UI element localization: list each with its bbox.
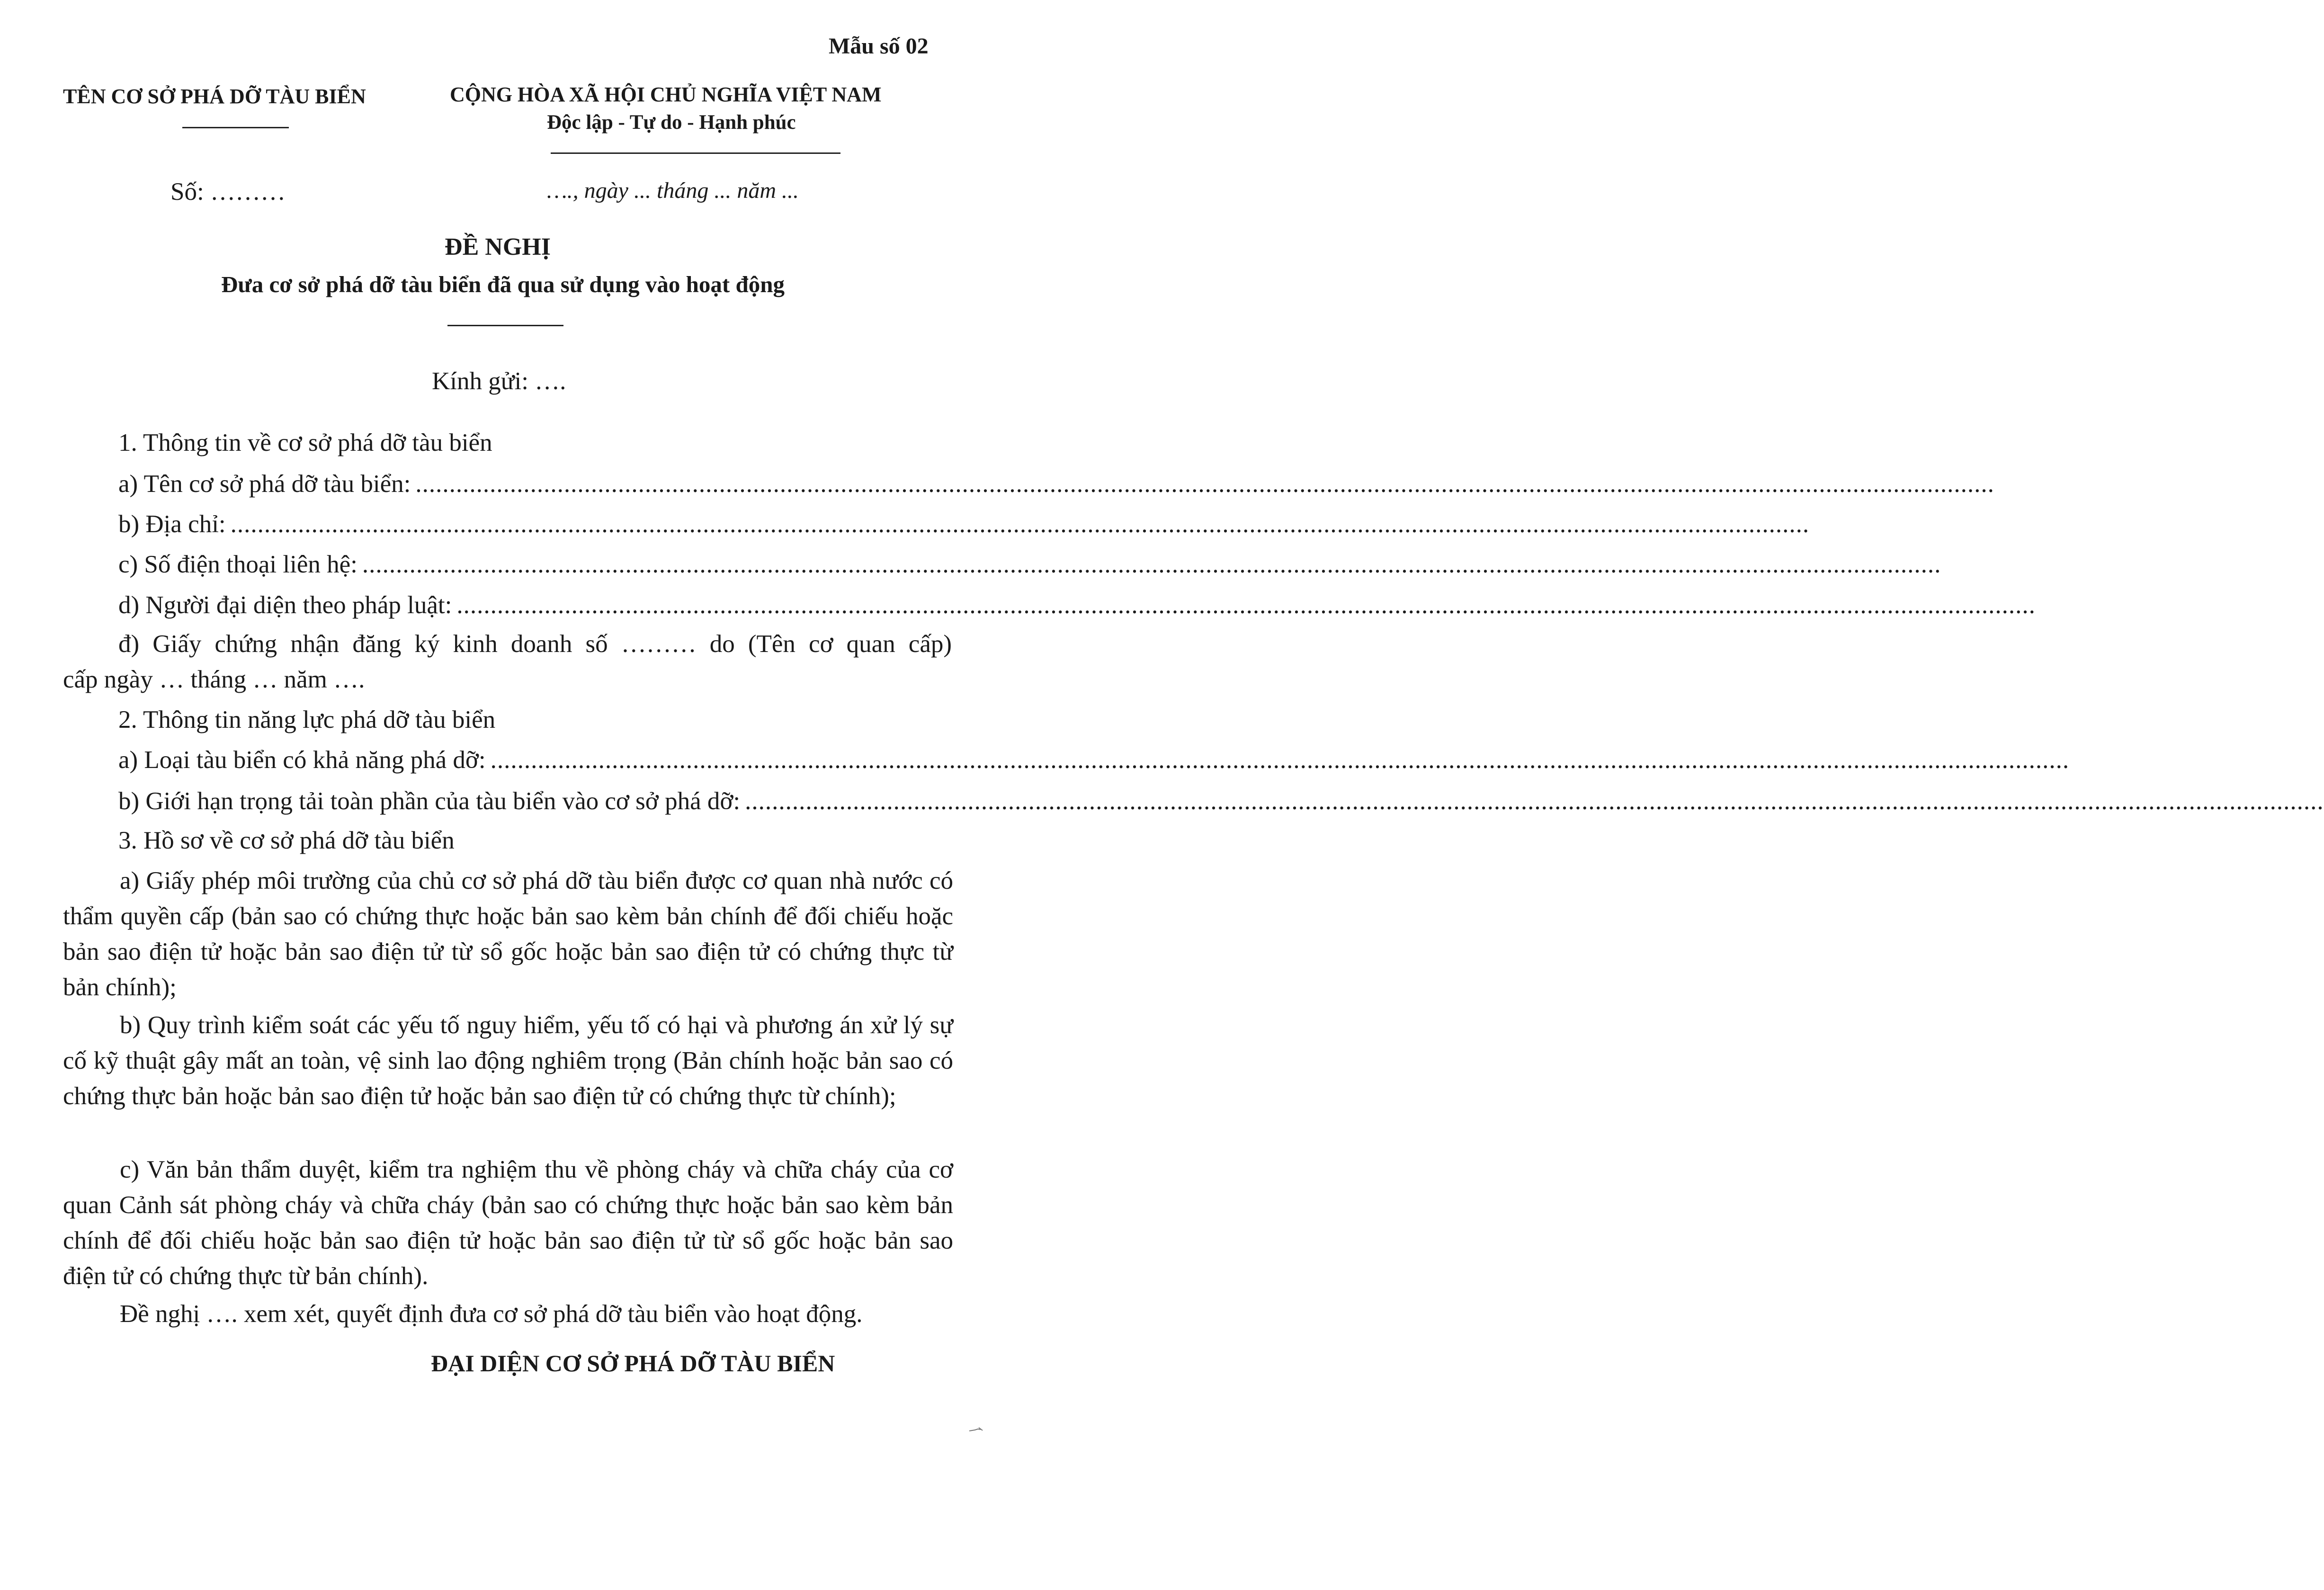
signature-title: ĐẠI DIỆN CƠ SỞ PHÁ DỠ TÀU BIỂN [431,1350,835,1376]
fill-dots: .......................................................................................................................................................................................................................................... [490,746,2070,774]
field-ship-types [118,746,2070,774]
paragraph-3c [63,1152,953,1294]
recipient: Kính gửi: …. [432,367,566,395]
paragraph-3b-text: b) Quy trình kiểm soát các yếu tố nguy hiểm, yếu tố có hại và phương án xử lý sự cố kỹ thuật gây mất an toàn, vệ sinh lao động nghiêm trọng (Bản chính hoặc bản sao có chứng thực bản hoặc bản sao điện tử hoặc bản sao điện tử có chứng thực từ chính); [63,1011,953,1110]
fill-dots: .......................................................................................................................................................................................................................................... [745,787,2324,815]
field-facility-name [118,470,1994,498]
field-label: a) Tên cơ sở phá dỡ tàu biển: [118,470,411,498]
title-underline [447,325,563,326]
paragraph-3a [63,863,953,1005]
paragraph-3c-text: c) Văn bản thẩm duyệt, kiểm tra nghiệm thu về phòng cháy và chữa cháy của cơ quan Cảnh sát phòng cháy và chữa cháy (bản sao có chứng thực hoặc bản sao kèm bản chính để đối chiếu hoặc bản sao điện tử hoặc bản sao điện tử từ sổ gốc hoặc bản sao điện tử có chứng thực từ bản chính). [63,1156,953,1290]
country-name: CỘNG HÒA XÃ HỘI CHỦ NGHĨA VIỆT NAM [450,83,882,106]
section-1-heading: 1. Thông tin về cơ sở phá dỡ tàu biển [118,429,492,456]
field-label: b) Giới hạn trọng tải toàn phần của tàu biển vào cơ sở phá dỡ: [118,787,741,815]
business-certificate-date: cấp ngày … tháng … năm …. [63,666,365,693]
document-date: …., ngày ... tháng ... năm ... [547,178,799,203]
form-number: Mẫu số 02 [829,34,929,59]
section-3-heading: 3. Hồ sơ về cơ sở phá dỡ tàu biển [118,827,455,854]
fill-dots: .......................................................................................................................................................................................................................................... [415,470,1994,498]
motto-underline [551,152,840,154]
field-deadweight-limit [118,787,2324,815]
scan-mark-icon [968,1426,985,1433]
paragraph-3b [63,1008,953,1114]
fill-dots: .......................................................................................................................................................................................................................................... [230,510,1810,538]
business-certificate-line: đ) Giấy chứng nhận đăng ký kinh doanh số ……… do (Tên cơ quan cấp) [118,630,952,658]
request-sentence: Đề nghị …. xem xét, quyết định đưa cơ sở phá dỡ tàu biển vào hoạt động. [120,1300,863,1328]
field-legal-representative [118,591,2036,619]
field-address [118,510,1810,538]
field-phone [118,550,1941,579]
document-subtitle: Đưa cơ sở phá dỡ tàu biển đã qua sử dụng vào hoạt động [221,271,785,297]
org-underline [182,127,289,128]
paragraph-3a-text: a) Giấy phép môi trường của chủ cơ sở phá dỡ tàu biển được cơ quan nhà nước có thẩm quyền cấp (bản sao có chứng thực hoặc bản sao kèm bản chính để đối chiếu hoặc bản sao điện tử hoặc bản sao điện tử từ sổ gốc hoặc bản sao điện tử có chứng thực từ bản chính); [63,867,953,1001]
field-label: a) Loại tàu biển có khả năng phá dỡ: [118,746,486,774]
field-label: d) Người đại diện theo pháp luật: [118,591,452,619]
fill-dots: .......................................................................................................................................................................................................................................... [362,551,1941,578]
document-number: Số: ……… [170,178,286,205]
field-label: b) Địa chỉ: [118,510,226,538]
organization-name: TÊN CƠ SỞ PHÁ DỠ TÀU BIỂN [63,85,366,108]
national-motto: Độc lập - Tự do - Hạnh phúc [547,111,796,134]
field-label: c) Số điện thoại liên hệ: [118,551,358,578]
document-title: ĐỀ NGHỊ [445,233,551,260]
section-2-heading: 2. Thông tin năng lực phá dỡ tàu biển [118,706,496,733]
fill-dots: .......................................................................................................................................................................................................................................... [456,591,2036,619]
